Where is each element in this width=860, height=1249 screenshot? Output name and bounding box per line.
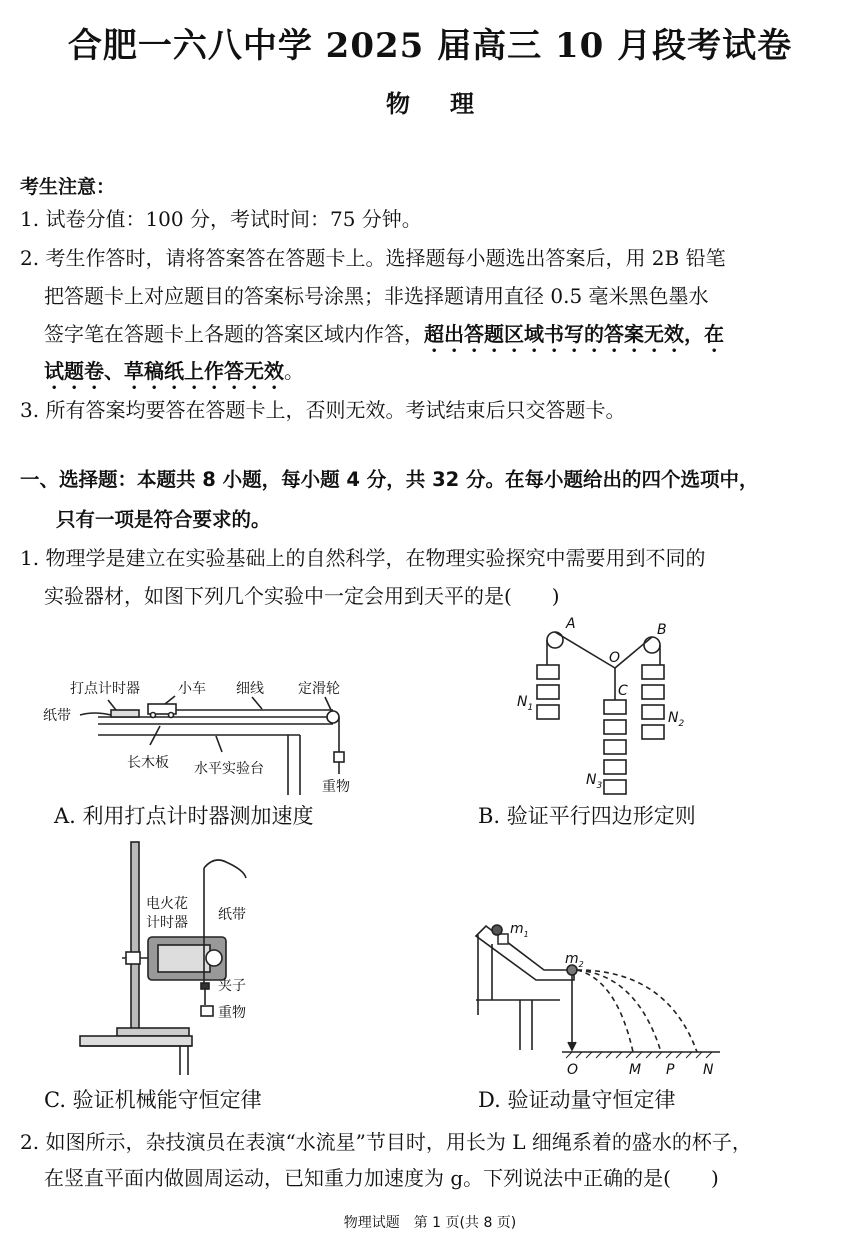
notice-heading: 考生注意： (20, 176, 116, 198)
notice-item-2-line-2: 把答题卡上对应题目的答案标号涂黑；非选择题请用直径 0.5 毫米黑色墨水 (44, 284, 709, 308)
fig-c-weight-label: 重物 (218, 1005, 246, 1021)
page-footer: 物理试题 第 1 页(共 8 页) (343, 1215, 517, 1231)
fig-b-n2-label: $N_2$ (668, 710, 685, 729)
fig-d-n-label: N (703, 1062, 714, 1078)
fig-c-tape-label: 纸带 (218, 907, 246, 923)
fig-b-n1-label: $N_1$ (517, 694, 534, 713)
fig-d-m2-label: $m_2$ (565, 951, 584, 969)
q1-option-a: A. 利用打点计时器测加速度 (54, 804, 314, 828)
fig-a-table-label: 水平实验台 (194, 761, 264, 777)
section-heading-line-2: 只有一项是符合要求的。 (56, 508, 271, 531)
notice-item-1: 1. 试卷分值：100 分，考试时间：75 分钟。 (20, 207, 422, 231)
notice-end-punct: 。 (284, 359, 304, 383)
fig-a-timer-label: 打点计时器 (70, 681, 140, 697)
figure-a-apparatus (80, 696, 344, 795)
notice-emphasis-text: 超出答题区域书写的答案无效，在 (424, 322, 724, 346)
fig-d-m1-label: $m_1$ (510, 921, 529, 939)
fig-d-o-label: O (567, 1062, 579, 1078)
fig-a-string-label: 细线 (236, 681, 264, 697)
fig-b-a-label: A (566, 616, 576, 632)
q1-option-d: D. 验证动量守恒定律 (478, 1088, 676, 1112)
q1-option-c: C. 验证机械能守恒定律 (44, 1088, 262, 1112)
fig-d-m-label: M (629, 1062, 642, 1078)
exam-title: 合肥一六八中学 2025 届高三 10 月段考试卷 (67, 26, 793, 66)
fig-a-board-label: 长木板 (127, 755, 169, 771)
fig-b-n3-label: $N_3$ (586, 772, 603, 791)
fig-b-o-label: O (609, 650, 621, 666)
notice-item-2-line-1: 2. 考生作答时，请将答案答在答题卡上。选择题每小题选出答案后，用 2B 铅笔 (20, 246, 726, 270)
fig-c-timer-label-line-2: 计时器 (146, 915, 188, 931)
fig-c-clip-label: 夹子 (218, 978, 246, 994)
q2-text-line-1: 2. 如图所示，杂技演员在表演“水流星”节目时，用长为 L 细绳系着的盛水的杯子， (20, 1130, 752, 1154)
figure-d-ground-hatch (566, 1052, 712, 1058)
notice-emphasis-text-2: 试题卷、草稿纸上作答无效 (44, 359, 284, 383)
subject-title: 物理 (386, 89, 514, 118)
fig-a-cart-label: 小车 (178, 681, 206, 697)
section-heading-line-1: 一、选择题：本题共 8 小题，每小题 4 分，共 32 分。在每小题给出的四个选项中， (20, 468, 759, 491)
figure-b-apparatus (537, 632, 664, 794)
q1-text-line-1: 1. 物理学是建立在实验基础上的自然科学，在物理实验探究中需要用到不同的 (20, 546, 706, 570)
q1-option-b: B. 验证平行四边形定则 (478, 804, 696, 828)
fig-d-p-label: P (666, 1062, 675, 1078)
q2-text-line-2: 在竖直平面内做圆周运动，已知重力加速度为 g。下列说法中正确的是( ) (44, 1166, 719, 1190)
fig-c-timer-label-line-1: 电火花 (146, 896, 188, 912)
fig-b-c-label: C (618, 683, 628, 699)
fig-b-b-label: B (657, 622, 667, 638)
fig-a-weight-label: 重物 (322, 779, 350, 795)
notice-item-3: 3. 所有答案均要答在答题卡上，否则无效。考试结束后只交答题卡。 (20, 398, 626, 422)
figure-d-apparatus (476, 925, 720, 1052)
notice-plain-text: 签字笔在答题卡上各题的答案区域内作答， (44, 322, 424, 346)
figure-c-apparatus (80, 842, 246, 1075)
fig-a-tape-label: 纸带 (43, 708, 71, 724)
fig-a-pulley-label: 定滑轮 (298, 681, 340, 697)
q1-text-line-2: 实验器材，如图下列几个实验中一定会用到天平的是( ) (44, 584, 560, 608)
